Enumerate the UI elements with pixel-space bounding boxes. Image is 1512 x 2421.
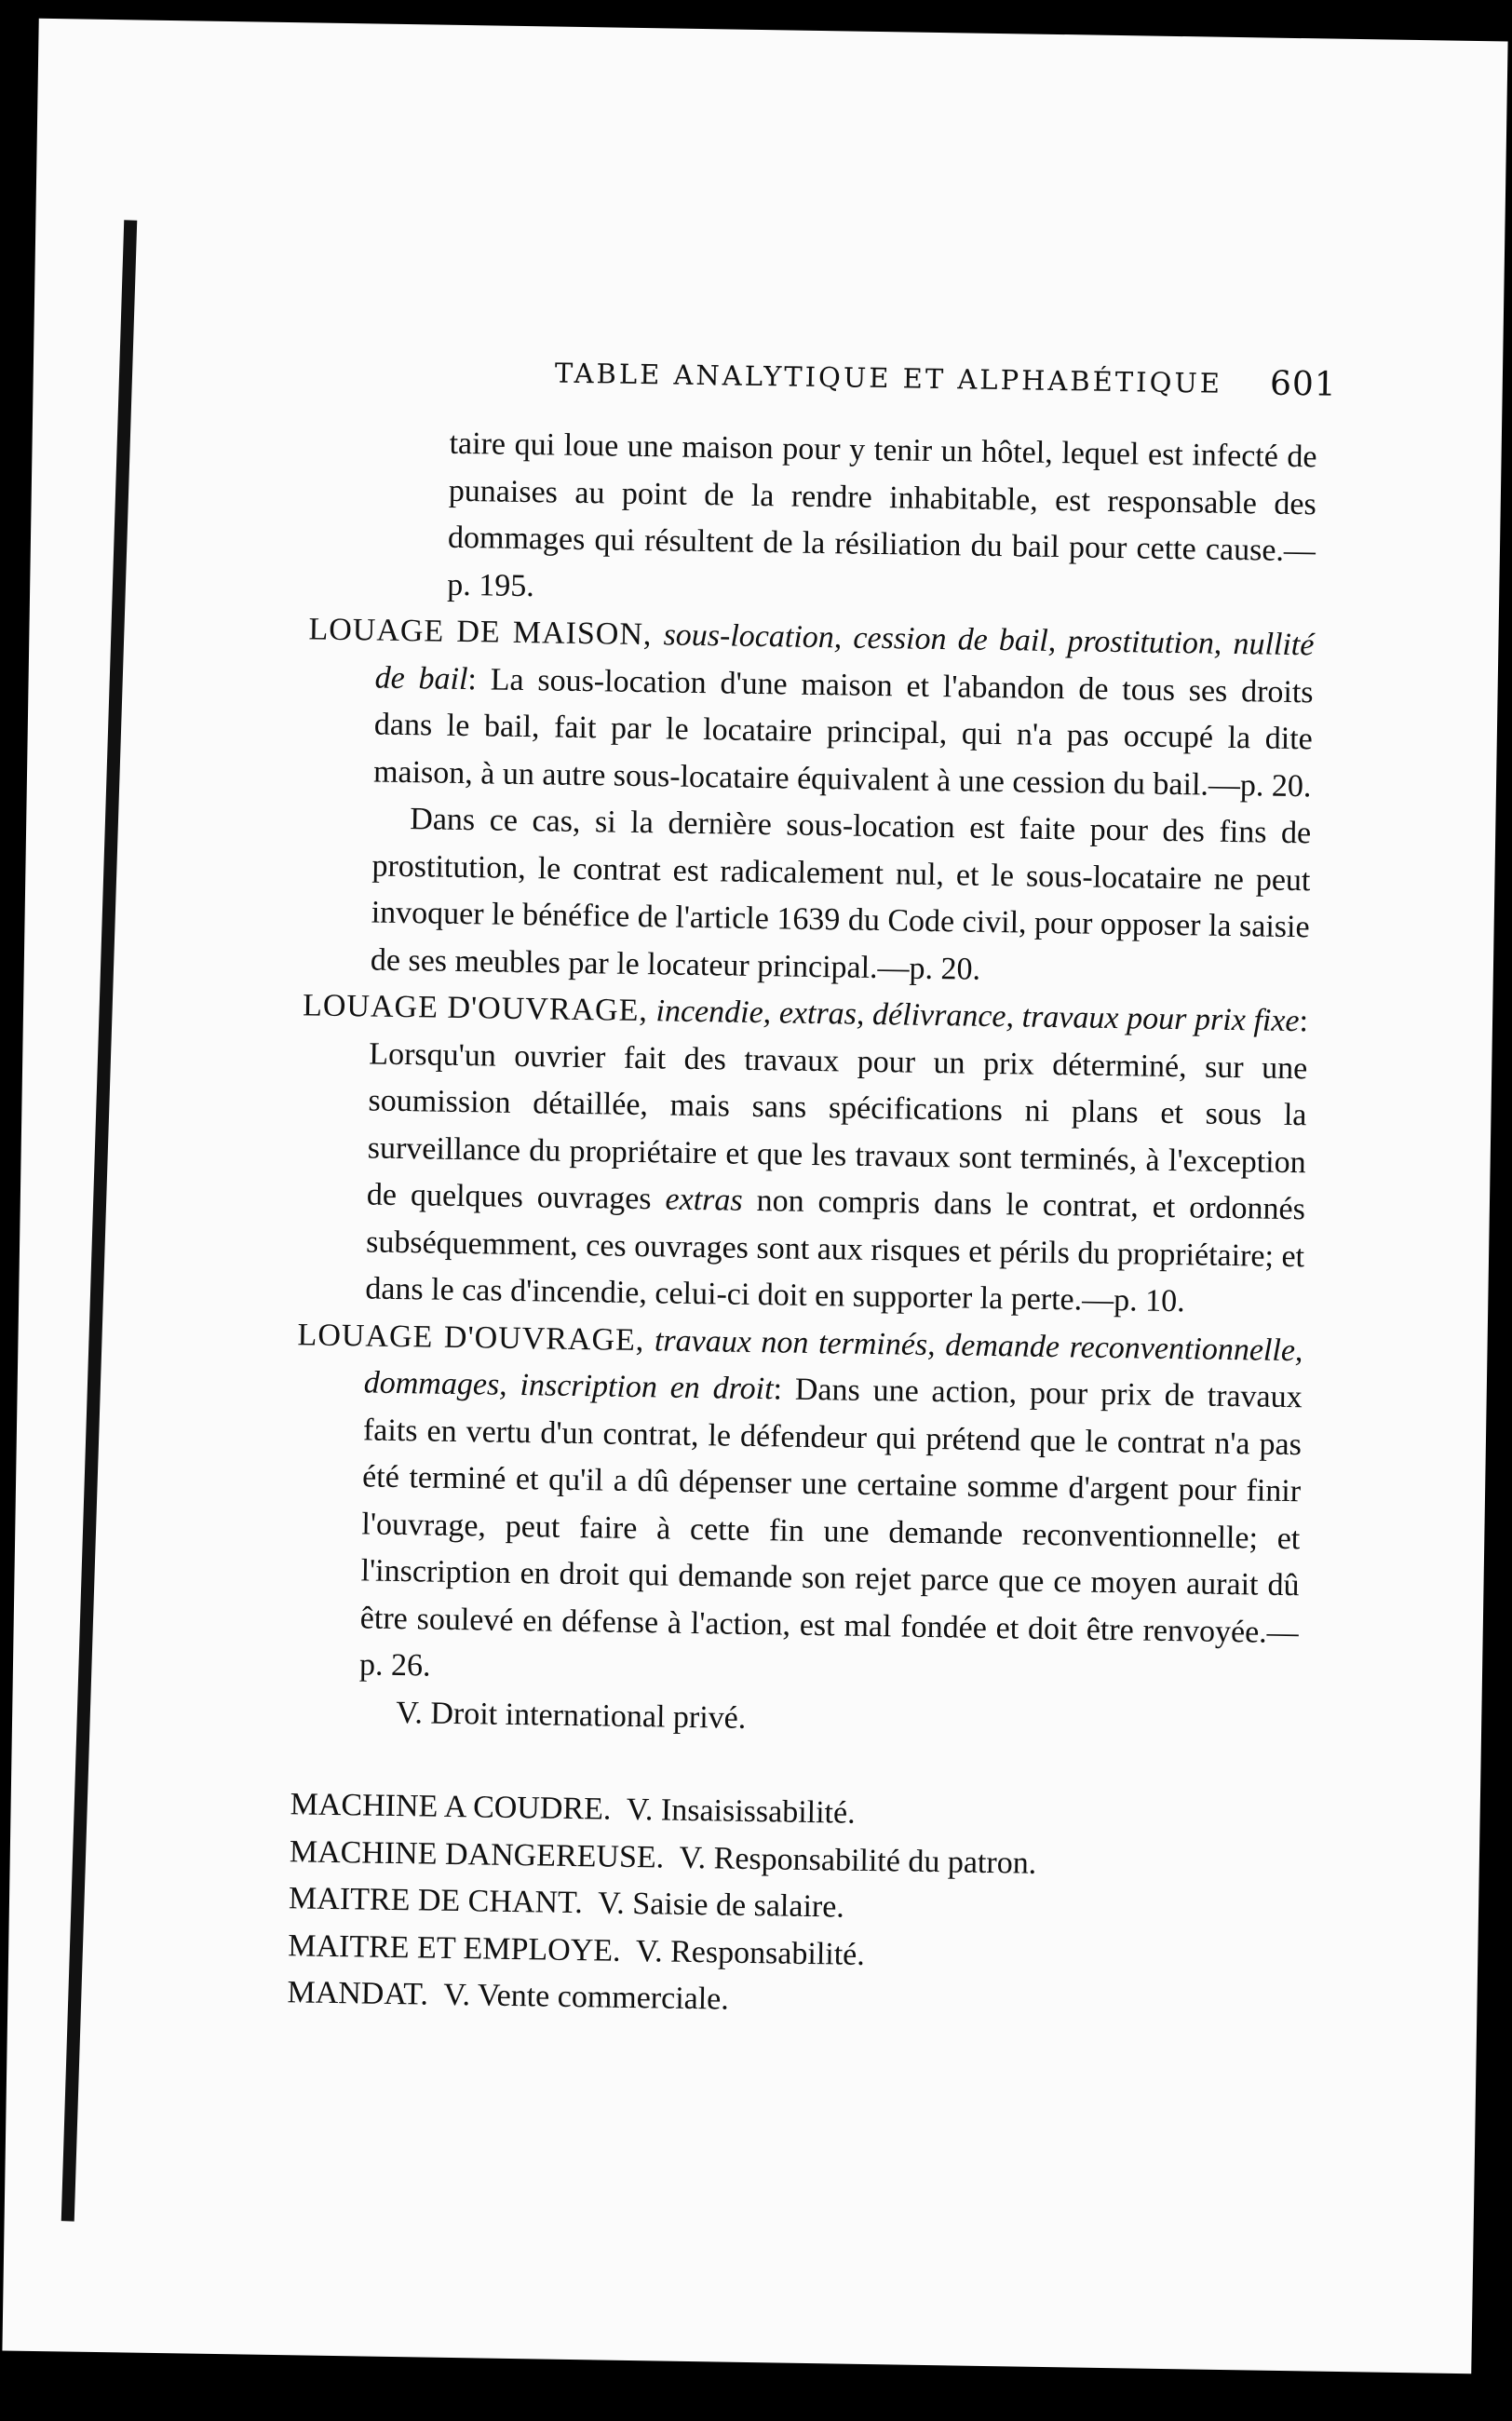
entry-paragraph: Dans ce cas, si la dernière sous-location est faite pour des fins de prostitution, le contrat est radicalement nul, et le sous-locataire ne peut invoquer le bénéfice de l'article 1639 du Code civil, pour opposer la saisie de ses meubles par le locateur principal.—p. 20. [370,802,1312,987]
entry-see-also: V. Droit international privé. [395,1695,747,1736]
page-number: 601 [1269,364,1338,404]
cross-reference: MACHINE A COUDRE. V. Insaisissabilité. [290,1787,856,1831]
cross-reference-list [287,1781,1296,2032]
header-title: TABLE ANALYTIQUE ET ALPHABÉTIQUE [554,357,1223,399]
entry-subjects: travaux non terminés, demande reconventionnelle, dommages, inscription en droit [363,1322,1303,1407]
entry-text: : La sous-location d'une maison et l'abandon de tous ses droits dans le bail, fait par le locataire principal, qui n'a pas occupé la dite maison, à un autre sous-locataire équivalent à une cession du bail.—p. 20. [372,661,1314,804]
page-binding-shadow [61,220,138,2221]
entry-subjects: sous-location, cession de bail, prostitution, nullité de bail [374,617,1315,697]
index-entry-louage-de-maison [304,606,1315,998]
entry-heading: LOUAGE DE MAISON, [308,612,653,653]
index-entry-louage-douvrage-2 [291,1312,1303,1751]
index-entry-louage-douvrage-1 [298,982,1308,1327]
entry-italic-word: extras [665,1182,743,1218]
entry-text-continued: non compris dans le contrat, et ordonnés subséquemment, ces ouvrages sont aux risques et périls du propriétaire; et dans le cas d'incendie, celui-ci doit en supporter la perte.—p. 10. [365,1183,1306,1319]
book-page [2,19,1507,2374]
cross-reference: MAITRE DE CHANT. V. Saisie de salaire. [288,1881,845,1925]
entry-text: : Lorsqu'un ouvrier fait des travaux pour un prix déterminé, sur une soumission détaillée, mais sans spécifications ni plans et sous la surveillance du propriétaire et que les travaux sont terminés, à l'exception de quelques ouvrages [366,1004,1309,1217]
index-body [287,418,1317,2032]
cross-reference: MAITRE ET EMPLOYE. V. Responsabilité. [288,1927,866,1972]
continuation-paragraph: taire qui loue une maison pour y tenir un hôtel, lequel est infecté de punaises au point de la rendre inhabitable, est responsable des dommages qui résultent de la résiliation du bail pour cette cause.—p. 195. [446,426,1317,603]
entry-subjects: incendie, extras, délivrance, travaux pour prix fixe [655,994,1300,1039]
entry-heading: LOUAGE D'OUVRAGE, [302,988,649,1029]
entry-text: : Dans une action, pour prix de travaux faits en vertu d'un contrat, le défendeur qui prétend que le contrat n'a pas été terminé et qu'il a dû dépenser une certaine somme d'argent pour finir l'ouvrage, peut faire à cette fin une demande reconventionnelle; et l'inscription en droit qui demande son rejet parce que ce moyen aurait dû être soulevé en défense à l'action, est mal fondée et doit être renvoyée.—p. 26. [358,1372,1303,1684]
running-header [554,357,1338,404]
cross-reference: MACHINE DANGEREUSE. V. Responsabilité du patron. [289,1833,1037,1881]
cross-reference: MANDAT. V. Vente commerciale. [287,1975,730,2017]
entry-heading: LOUAGE D'OUVRAGE, [297,1317,645,1358]
